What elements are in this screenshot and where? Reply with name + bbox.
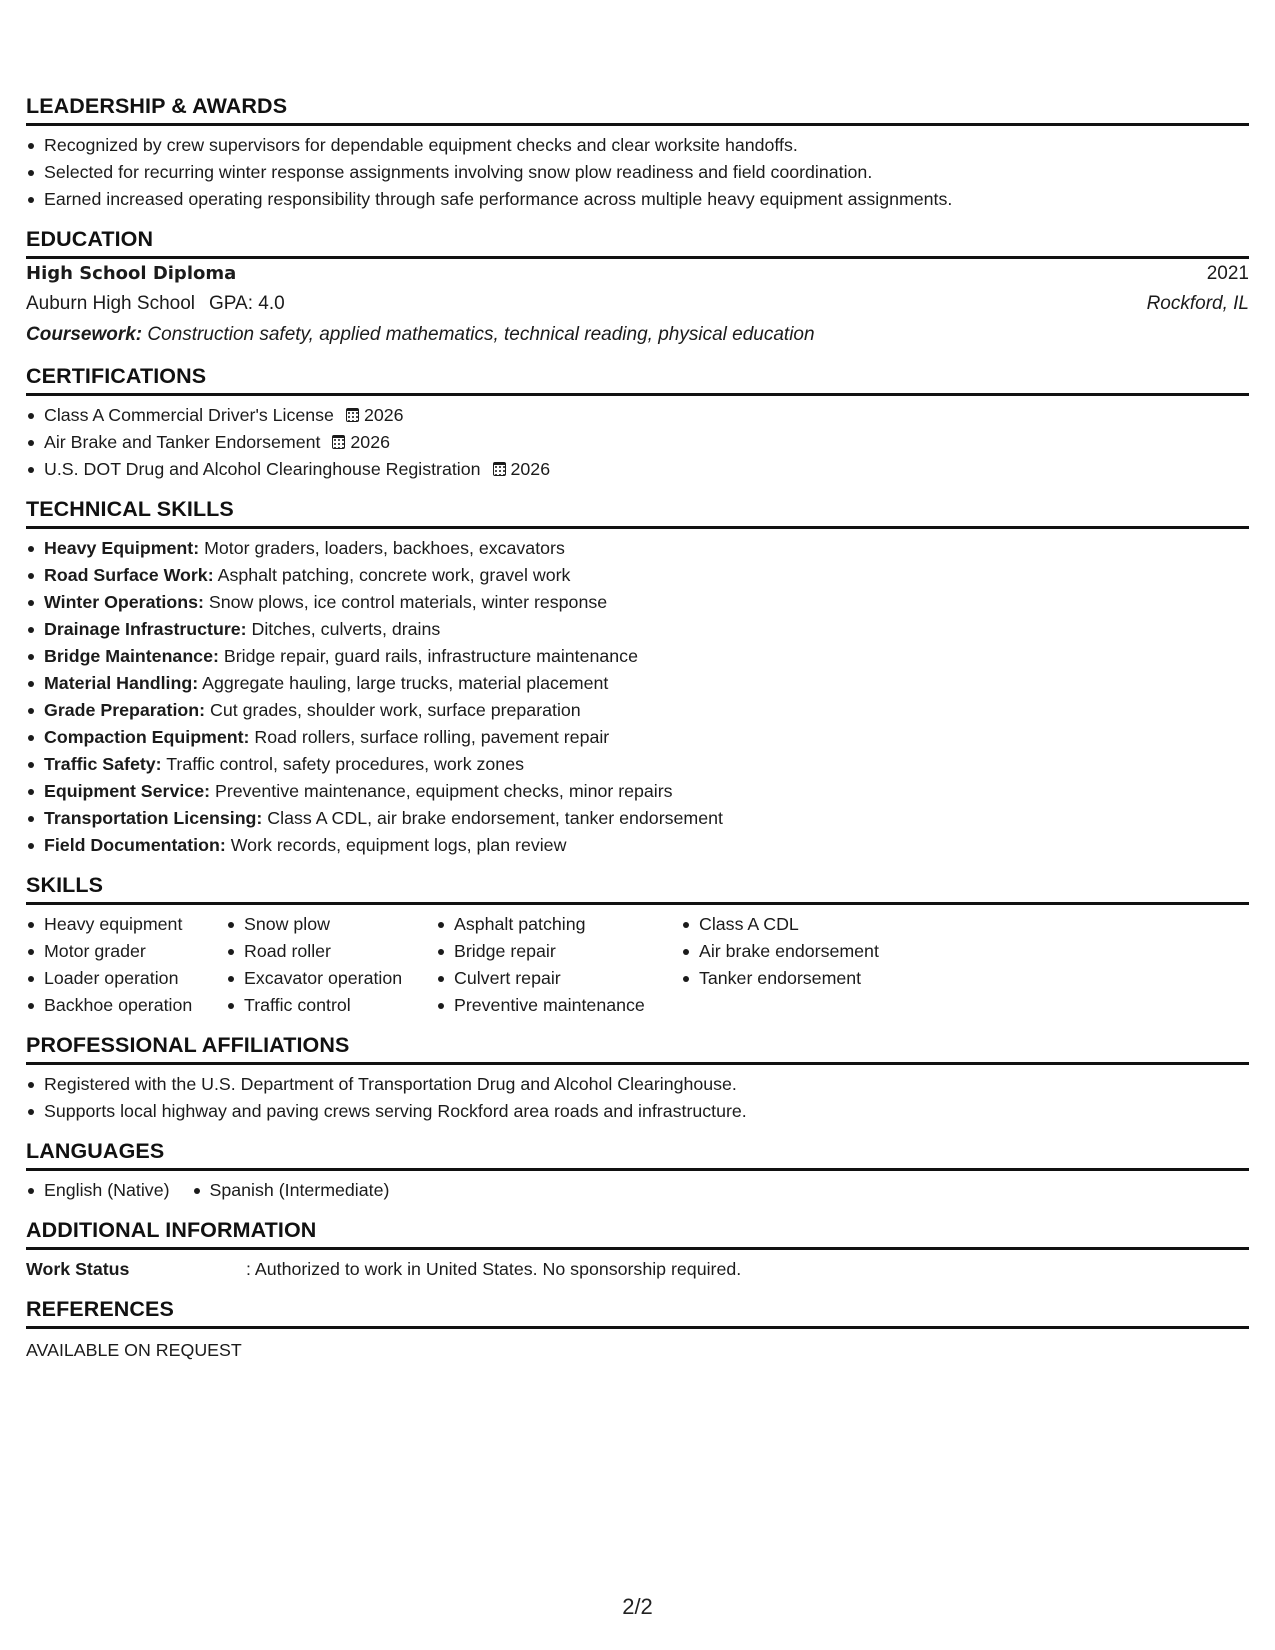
skill-text: Preventive maintenance, equipment checks, minor repairs (214, 781, 673, 801)
section-title-education: EDUCATION (26, 227, 1249, 259)
certification-name: Class A Commercial Driver's License (44, 405, 334, 425)
calendar-icon (332, 435, 345, 449)
section-title-skills: SKILLS (26, 873, 1249, 905)
certification-year: 2026 (350, 432, 390, 452)
certification-name: U.S. DOT Drug and Alcohol Clearinghouse Registration (44, 459, 481, 479)
list-item (26, 778, 1249, 805)
list-item (26, 589, 1249, 616)
skills-column (436, 911, 681, 1019)
list-item (26, 535, 1249, 562)
certifications-section (26, 364, 1249, 483)
skill-label: Compaction Equipment: (44, 727, 250, 747)
list-item: Culvert repair (436, 965, 681, 992)
list-item: Air brake endorsement (681, 938, 941, 965)
skill-label: Material Handling: (44, 673, 199, 693)
skill-label: Grade Preparation: (44, 700, 206, 720)
coursework-text: Construction safety, applied mathematics, technical reading, physical education (147, 324, 815, 345)
list-item (26, 670, 1249, 697)
skill-text: Class A CDL, air brake endorsement, tanker endorsement (267, 808, 723, 828)
page-number: 2/2 (622, 1594, 653, 1619)
skill-text: Motor graders, loaders, backhoes, excavators (204, 538, 565, 558)
skills-section (26, 873, 1249, 1019)
affiliations-list (26, 1071, 1249, 1125)
skill-text: Asphalt patching, concrete work, gravel work (217, 565, 571, 585)
list-item (26, 429, 1249, 456)
resume-page (26, 94, 1249, 1378)
education-degree-row (26, 259, 1249, 289)
skill-label: Field Documentation: (44, 835, 226, 855)
list-item: Earned increased operating responsibility through safe performance across multiple heavy equipment assignments. (26, 186, 1249, 213)
list-item (26, 402, 1249, 429)
certification-year: 2026 (510, 459, 551, 479)
leadership-section (26, 94, 1249, 213)
education-coursework (26, 319, 1249, 350)
certifications-list (26, 402, 1249, 483)
skill-text: Cut grades, shoulder work, surface preparation (210, 700, 581, 720)
skill-label: Traffic Safety: (44, 754, 162, 774)
list-item: Snow plow (226, 911, 436, 938)
skill-text: Ditches, culverts, drains (251, 619, 441, 639)
skill-text: Work records, equipment logs, plan review (230, 835, 567, 855)
list-item (26, 751, 1249, 778)
references-section (26, 1297, 1249, 1364)
list-item: Recognized by crew supervisors for dependable equipment checks and clear worksite handoffs. (26, 132, 1249, 159)
coursework-label: Coursework: (26, 324, 143, 345)
list-item: Motor grader (26, 938, 226, 965)
skill-label: Drainage Infrastructure: (44, 619, 247, 639)
education-gpa: GPA: 4.0 (209, 293, 285, 314)
technical-skills-list (26, 535, 1249, 859)
section-title-technical-skills: TECHNICAL SKILLS (26, 497, 1249, 529)
skill-label: Equipment Service: (44, 781, 211, 801)
education-degree: High School Diploma (26, 263, 237, 284)
list-item (26, 456, 1249, 483)
list-item: Supports local highway and paving crews serving Rockford area roads and infrastructure. (26, 1098, 1249, 1125)
list-item (26, 832, 1249, 859)
list-item: Preventive maintenance (436, 992, 681, 1019)
languages-row (26, 1177, 1249, 1204)
skill-label: Road Surface Work: (44, 565, 214, 585)
section-title-references: REFERENCES (26, 1297, 1249, 1329)
list-item (26, 562, 1249, 589)
work-status-value: : Authorized to work in United States. No sponsorship required. (246, 1259, 742, 1279)
skill-label: Heavy Equipment: (44, 538, 200, 558)
section-title-leadership: LEADERSHIP & AWARDS (26, 94, 1249, 126)
list-item: Traffic control (226, 992, 436, 1019)
list-item (26, 697, 1249, 724)
list-item: Selected for recurring winter response assignments involving snow plow readiness and field coordination. (26, 159, 1249, 186)
skills-column (226, 911, 436, 1019)
language-entry (26, 1177, 170, 1204)
certification-name: Air Brake and Tanker Endorsement (44, 432, 321, 452)
list-item: Heavy equipment (26, 911, 226, 938)
list-item: Excavator operation (226, 965, 436, 992)
section-title-affiliations: PROFESSIONAL AFFILIATIONS (26, 1033, 1249, 1065)
list-item: Road roller (226, 938, 436, 965)
affiliations-section (26, 1033, 1249, 1125)
work-status-row (26, 1256, 1249, 1283)
list-item (26, 616, 1249, 643)
calendar-icon (346, 408, 359, 422)
list-item (26, 805, 1249, 832)
skill-label: Transportation Licensing: (44, 808, 263, 828)
skills-column (681, 911, 941, 1019)
skill-text: Bridge repair, guard rails, infrastructure maintenance (223, 646, 638, 666)
list-item: English (Native) (26, 1177, 170, 1204)
skill-text: Aggregate hauling, large trucks, material placement (202, 673, 609, 693)
education-school-row (26, 289, 1249, 319)
list-item: Asphalt patching (436, 911, 681, 938)
languages-section (26, 1139, 1249, 1204)
list-item (26, 724, 1249, 751)
education-section (26, 227, 1249, 350)
list-item: Tanker endorsement (681, 965, 941, 992)
skills-column (26, 911, 226, 1019)
list-item: Registered with the U.S. Department of Transportation Drug and Alcohol Clearinghouse. (26, 1071, 1249, 1098)
education-location: Rockford, IL (1146, 293, 1249, 314)
skill-text: Snow plows, ice control materials, winter response (208, 592, 608, 612)
education-year: 2021 (1206, 263, 1249, 284)
additional-section (26, 1218, 1249, 1283)
references-text: AVAILABLE ON REQUEST (26, 1340, 242, 1360)
education-school: Auburn High School (26, 293, 195, 314)
certification-year: 2026 (363, 405, 404, 425)
section-title-languages: LANGUAGES (26, 1139, 1249, 1171)
work-status-label: Work Status (26, 1259, 130, 1279)
skill-text: Traffic control, safety procedures, work zones (166, 754, 524, 774)
section-title-certifications: CERTIFICATIONS (26, 364, 1249, 396)
language-entry (192, 1177, 390, 1204)
list-item: Spanish (Intermediate) (192, 1177, 390, 1204)
section-title-additional: ADDITIONAL INFORMATION (26, 1218, 1249, 1250)
skills-grid (26, 911, 1249, 1019)
list-item: Backhoe operation (26, 992, 226, 1019)
skill-label: Bridge Maintenance: (44, 646, 219, 666)
leadership-list (26, 132, 1249, 213)
list-item (26, 643, 1249, 670)
calendar-icon (493, 462, 506, 476)
technical-skills-section (26, 497, 1249, 859)
list-item: Class A CDL (681, 911, 941, 938)
skill-label: Winter Operations: (44, 592, 204, 612)
list-item: Bridge repair (436, 938, 681, 965)
list-item: Loader operation (26, 965, 226, 992)
skill-text: Road rollers, surface rolling, pavement repair (254, 727, 610, 747)
